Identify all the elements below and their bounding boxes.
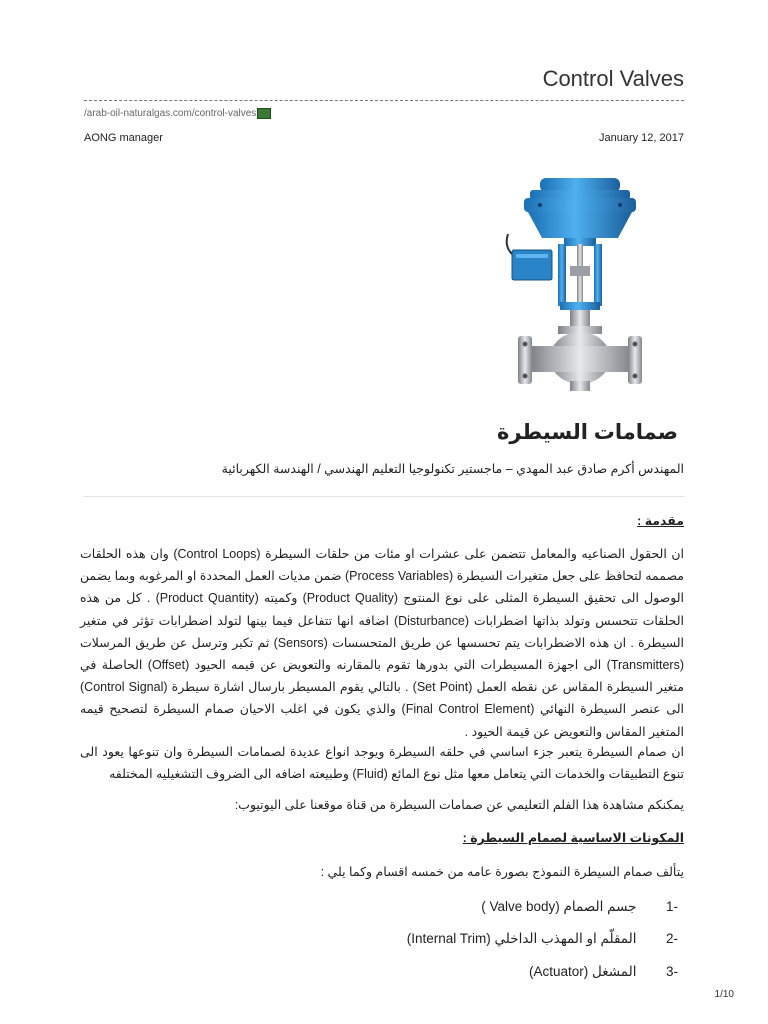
components-heading: المكونات الاساسية لصمام السيطرة : xyxy=(462,831,684,845)
list-number: -2 xyxy=(665,931,678,946)
intro-paragraph: ان الحقول الصناعيه والمعامل تتضمن على عشرات او مئات من حلقات السيطرة (Control Loops) وان هذه الحلقات مصممه لتحافظ على جعل متغيرات السيطرة (Process Variables) ضمن مديات العمل المحددة او المرغوبه وبما يضمن الوصول الى تحقيق السيطرة المثلى على نوع المنتوج (Product Quality) وكميته (Product Quantity) . كل من هذه الحلقات تتحسس وتولد بذاتها اضطرابات (Disturbance) اضافه انها تتفاعل فيما بينها لتولد اضطرابات تؤثر في متغير السيطرة . ان هذه الاضطرابات يتم تحسسها عن طريق المتحسسات (Sensors) ثم تكبر وترسل عن طريق المرسلات (Transmitters) الى اجهزة المسيطرات التي بدورها تقوم بالمقارنه والتعويض عن قيمه الحيود (Offset) الحاصلة في متغير السيطرة المقاس عن نقطه العمل (Set Point) . بالتالي يقوم المسيطر بارسال اشارة سيطرة (Control Signal) الى عنصر السيطرة النهائي (Final Control Element) والذي يكون في اغلب الاحيان صمام السيطرة لتصحيح قيمه المتغير المقاس والتعويض عن قيمة الحيود . xyxy=(80,547,685,739)
source-url[interactable] xyxy=(84,108,271,119)
list-item xyxy=(407,931,678,947)
page-title: Control Valves xyxy=(542,66,684,91)
site-favicon-icon xyxy=(257,108,271,119)
video-line: يمكنكم مشاهدة هذا الفلم التعليمي عن صمامات السيطرة من قناة موقعنا على اليوتيوب: xyxy=(234,798,684,812)
list-number: -1 xyxy=(665,899,678,914)
list-number: -3 xyxy=(665,964,678,979)
page-number: 1/10 xyxy=(714,989,734,1000)
article-heading: صمامات السيطرة xyxy=(496,421,678,444)
list-text: المقلّم او المهذب الداخلي (Internal Trim) xyxy=(406,931,637,946)
intro-heading: مقدمة : xyxy=(637,514,684,528)
components-intro: يتألف صمام السيطرة النموذج بصورة عامه من خمسه اقسام وكما يلي : xyxy=(320,865,684,879)
title-divider xyxy=(84,100,684,101)
source-url-text[interactable]: /arab-oil-naturalgas.com/control-valves xyxy=(84,108,257,120)
section-divider xyxy=(84,496,684,497)
list-item xyxy=(529,964,678,980)
publish-date: January 12, 2017 xyxy=(598,132,684,144)
list-item xyxy=(481,899,678,915)
author-name: AONG manager xyxy=(84,132,163,144)
list-text: جسم الصمام (Valve body ) xyxy=(481,899,637,914)
control-valve-image xyxy=(500,176,690,401)
second-paragraph: ان صمام السيطرة يتعبر جزء اساسي في حلقه السيطرة ويوجد انواع عديدة لصمامات السيطرة وان تنوعها يعود الى تنوع التطبيقات والخدمات التي يتعامل معها مثل نوع المائع (Fluid) وطبيعته اضافه الى الضروف التشغيليه المختلفه xyxy=(80,745,684,782)
author-byline: المهندس أكرم صادق عبد المهدي – ماجستير تكنولوجيا التعليم الهندسي / الهندسة الكهربائية xyxy=(221,462,684,476)
list-text: المشغل (Actuator) xyxy=(528,964,637,979)
